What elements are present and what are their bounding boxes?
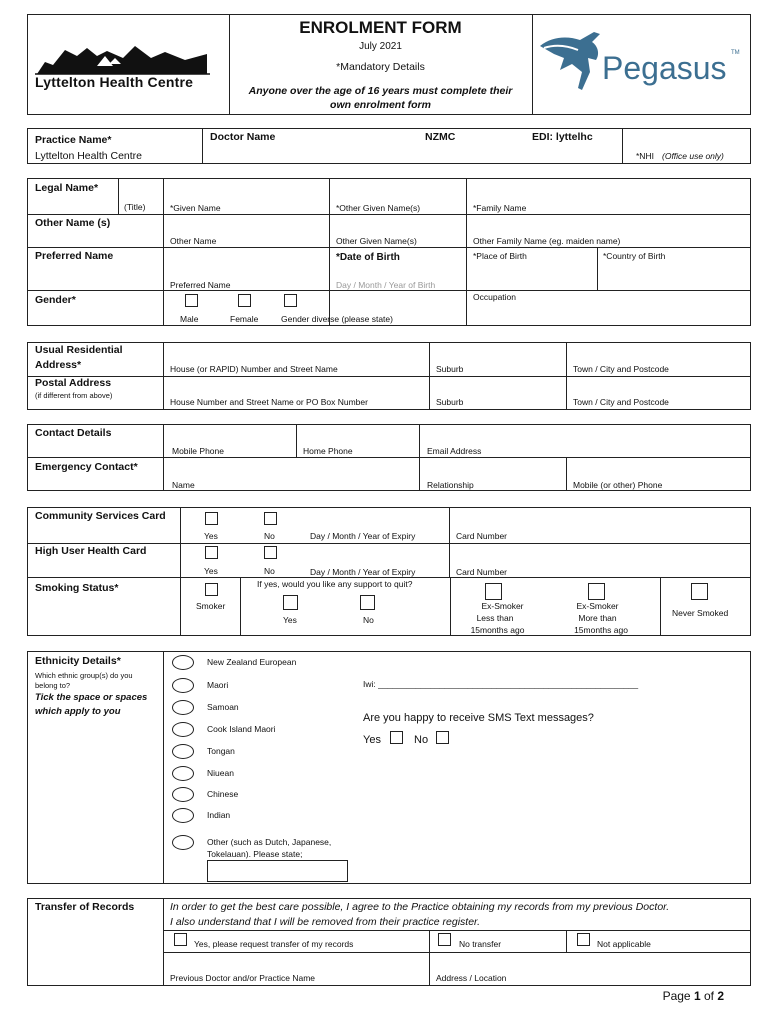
ethnicity-option-radio[interactable]: [172, 744, 194, 759]
ex-smoker-more-checkbox[interactable]: [588, 583, 605, 600]
preferred-name-field[interactable]: Preferred Name: [170, 280, 231, 290]
ethnicity-option-label: Niuean: [207, 768, 234, 778]
support-yes-label: Yes: [283, 615, 297, 625]
mandatory-note: *Mandatory Details: [336, 61, 425, 73]
suburb-field[interactable]: Suburb: [436, 364, 464, 374]
age-note-2: own enrolment form: [330, 99, 431, 111]
transfer-no-label: No transfer: [459, 939, 502, 949]
csc-no-checkbox[interactable]: [264, 512, 277, 525]
huhc-yes-label: Yes: [204, 566, 218, 576]
emergency-name-field[interactable]: Name: [172, 480, 195, 490]
gender-diverse-checkbox[interactable]: [284, 294, 297, 307]
nhi-note: (Office use only): [662, 151, 724, 161]
ethnicity-option-label: Cook Island Maori: [207, 724, 276, 734]
ethnicity-option-radio[interactable]: [172, 787, 194, 802]
huhc-label: High User Health Card: [35, 545, 147, 557]
logo-text: Lyttelton Health Centre: [35, 74, 194, 90]
transfer-no-checkbox[interactable]: [438, 933, 451, 946]
residential-label-2: Address*: [35, 359, 82, 371]
house-rapid-field[interactable]: House (or RAPID) Number and Street Name: [170, 364, 338, 374]
preferred-name-label: Preferred Name: [35, 250, 114, 262]
csc-no-label: No: [264, 531, 275, 541]
legal-name-label: Legal Name*: [35, 182, 99, 194]
huhc-no-label: No: [264, 566, 275, 576]
transfer-na-checkbox[interactable]: [577, 933, 590, 946]
ethnicity-option-label: Maori: [207, 680, 229, 690]
postal-town-field[interactable]: Town / City and Postcode: [573, 397, 669, 407]
ethnicity-label: Ethnicity Details*: [35, 655, 121, 667]
smoking-label: Smoking Status*: [35, 582, 119, 594]
given-name-field[interactable]: *Given Name: [170, 203, 221, 213]
smoker-label: Smoker: [196, 601, 226, 611]
emergency-phone-field[interactable]: Mobile (or other) Phone: [573, 480, 663, 490]
contact-details-label: Contact Details: [35, 427, 112, 439]
ethnicity-option-radio[interactable]: [172, 655, 194, 670]
postal-note: (if different from above): [35, 391, 113, 400]
gender-label: Gender*: [35, 294, 76, 306]
ex-less-1: Ex-Smoker: [481, 601, 524, 611]
csc-label: Community Services Card: [35, 510, 166, 522]
form-title: ENROLMENT FORM: [299, 18, 462, 37]
title-field[interactable]: (Title): [124, 202, 146, 212]
csc-yes-label: Yes: [204, 531, 218, 541]
occupation-field[interactable]: Occupation: [473, 292, 516, 302]
never-smoked-label: Never Smoked: [672, 608, 729, 618]
ex-more-2: More than: [578, 613, 617, 623]
female-label: Female: [230, 314, 259, 324]
sms-yes-label: Yes: [363, 734, 381, 746]
ethnicity-option-radio[interactable]: [172, 808, 194, 823]
transfer-yes-checkbox[interactable]: [174, 933, 187, 946]
huhc-expiry-field[interactable]: Day / Month / Year of Expiry: [310, 567, 416, 577]
sms-no-label: No: [414, 734, 429, 746]
pegasus-tm: TM: [731, 50, 740, 56]
form-date: July 2021: [359, 41, 402, 52]
transfer-label: Transfer of Records: [35, 901, 135, 913]
gender-diverse-label: Gender diverse (please state): [281, 314, 393, 324]
male-label: Male: [180, 314, 199, 324]
sms-yes-checkbox[interactable]: [390, 731, 403, 744]
transfer-consent-1: In order to get the best care possible, I agree to the Practice obtaining my records from my previous Doctor.: [170, 901, 670, 913]
page-prefix: Page: [662, 989, 694, 1003]
csc-card-number-field[interactable]: Card Number: [456, 531, 508, 541]
page-number: 1: [693, 989, 701, 1003]
edi-label: EDI: lyttelhc: [532, 131, 593, 143]
pegasus-logo: [538, 28, 743, 98]
emergency-contact-label: Emergency Contact*: [35, 461, 138, 473]
ethnicity-option-label: Indian: [207, 810, 231, 820]
ex-more-1: Ex-Smoker: [576, 601, 619, 611]
age-note-1: Anyone over the age of 16 years must complete their: [248, 85, 513, 97]
other-given-names-field[interactable]: *Other Given Name(s): [336, 203, 421, 213]
tick-instruction-2: which apply to you: [35, 706, 121, 717]
practice-name-value: Lyttelton Health Centre: [35, 150, 143, 162]
support-yes-checkbox[interactable]: [283, 595, 298, 610]
postal-suburb-field[interactable]: Suburb: [436, 397, 464, 407]
ethnicity-other-1: Other (such as Dutch, Japanese,: [207, 837, 332, 847]
transfer-yes-label: Yes, please request transfer of my records: [194, 939, 354, 949]
residential-label-1: Usual Residential: [35, 344, 123, 356]
other-names-label: Other Name (s): [35, 217, 111, 229]
ethnicity-other-input[interactable]: [207, 860, 348, 882]
nhi-label: *NHI: [636, 151, 654, 161]
ex-less-2: Less than: [476, 613, 514, 623]
pegasus-horse-icon: [538, 28, 608, 94]
support-question: If yes, would you like any support to quit?: [257, 579, 413, 589]
previous-doctor-field[interactable]: Previous Doctor and/or Practice Name: [170, 973, 316, 983]
dob-field[interactable]: Day / Month / Year of Birth: [336, 280, 436, 290]
huhc-card-number-field[interactable]: Card Number: [456, 567, 508, 577]
huhc-no-checkbox[interactable]: [264, 546, 277, 559]
page-indicator: [663, 989, 724, 1003]
ethnicity-option-radio[interactable]: [172, 722, 194, 737]
place-of-birth-field[interactable]: *Place of Birth: [473, 251, 527, 261]
support-no-checkbox[interactable]: [360, 595, 375, 610]
relationship-field[interactable]: Relationship: [427, 480, 474, 490]
ethnicity-option-label: Tongan: [207, 746, 235, 756]
other-family-name-field[interactable]: Other Family Name (eg. maiden name): [473, 236, 621, 246]
ethnicity-other-2: Tokelauan). Please state;: [207, 849, 303, 859]
never-smoked-checkbox[interactable]: [691, 583, 708, 600]
previous-address-field[interactable]: Address / Location: [436, 973, 507, 983]
ex-less-3: 15months ago: [470, 625, 525, 635]
ethnicity-option-label: Chinese: [207, 789, 239, 799]
ethnicity-other-radio[interactable]: [172, 835, 194, 850]
mountains-icon: [35, 36, 215, 76]
postal-label: Postal Address: [35, 377, 112, 389]
pegasus-text: Pegasus: [602, 50, 727, 86]
doctor-name-label[interactable]: Doctor Name: [210, 131, 276, 143]
ethnicity-question-2: belong to?: [35, 681, 71, 690]
nzmc-label: NZMC: [425, 131, 456, 143]
transfer-na-label: Not applicable: [597, 939, 651, 949]
country-of-birth-field[interactable]: *Country of Birth: [603, 251, 666, 261]
transfer-consent-2: I also understand that I will be removed from their practice register.: [170, 916, 481, 928]
page-total: 2: [717, 989, 724, 1003]
smoker-checkbox[interactable]: [205, 583, 218, 596]
ethnicity-option-radio[interactable]: [172, 766, 194, 781]
ethnicity-option-radio[interactable]: [172, 700, 194, 715]
csc-yes-checkbox[interactable]: [205, 512, 218, 525]
ethnicity-option-label: Samoan: [207, 702, 239, 712]
sms-no-checkbox[interactable]: [436, 731, 449, 744]
other-name-field[interactable]: Other Name: [170, 236, 217, 246]
family-name-field[interactable]: *Family Name: [473, 203, 527, 213]
iwi-field[interactable]: Iwi: _______________________________________________________: [363, 679, 639, 689]
ethnicity-question-1: Which ethnic group(s) do you: [35, 671, 133, 680]
other-given-names-2-field[interactable]: Other Given Name(s): [336, 236, 417, 246]
ex-more-3: 15months ago: [574, 625, 628, 635]
support-no-label: No: [363, 615, 374, 625]
email-field[interactable]: Email Address: [427, 446, 482, 456]
ethnicity-option-label: New Zealand European: [207, 657, 297, 667]
postal-house-field[interactable]: House Number and Street Name or PO Box Number: [170, 397, 368, 407]
page-of: of: [700, 989, 718, 1003]
town-field[interactable]: Town / City and Postcode: [573, 364, 669, 374]
practice-name-label: Practice Name*: [35, 134, 112, 146]
tick-instruction-1: Tick the space or spaces: [35, 692, 148, 703]
ethnicity-option-radio[interactable]: [172, 678, 194, 693]
date-of-birth-label: *Date of Birth: [336, 252, 400, 263]
csc-expiry-field[interactable]: Day / Month / Year of Expiry: [310, 531, 416, 541]
ex-smoker-less-checkbox[interactable]: [485, 583, 502, 600]
sms-question: Are you happy to receive SMS Text messages?: [363, 712, 594, 724]
lyttelton-logo: [35, 36, 215, 96]
male-checkbox[interactable]: [185, 294, 198, 307]
huhc-yes-checkbox[interactable]: [205, 546, 218, 559]
female-checkbox[interactable]: [238, 294, 251, 307]
mobile-phone-field[interactable]: Mobile Phone: [172, 446, 224, 456]
home-phone-field[interactable]: Home Phone: [303, 446, 353, 456]
